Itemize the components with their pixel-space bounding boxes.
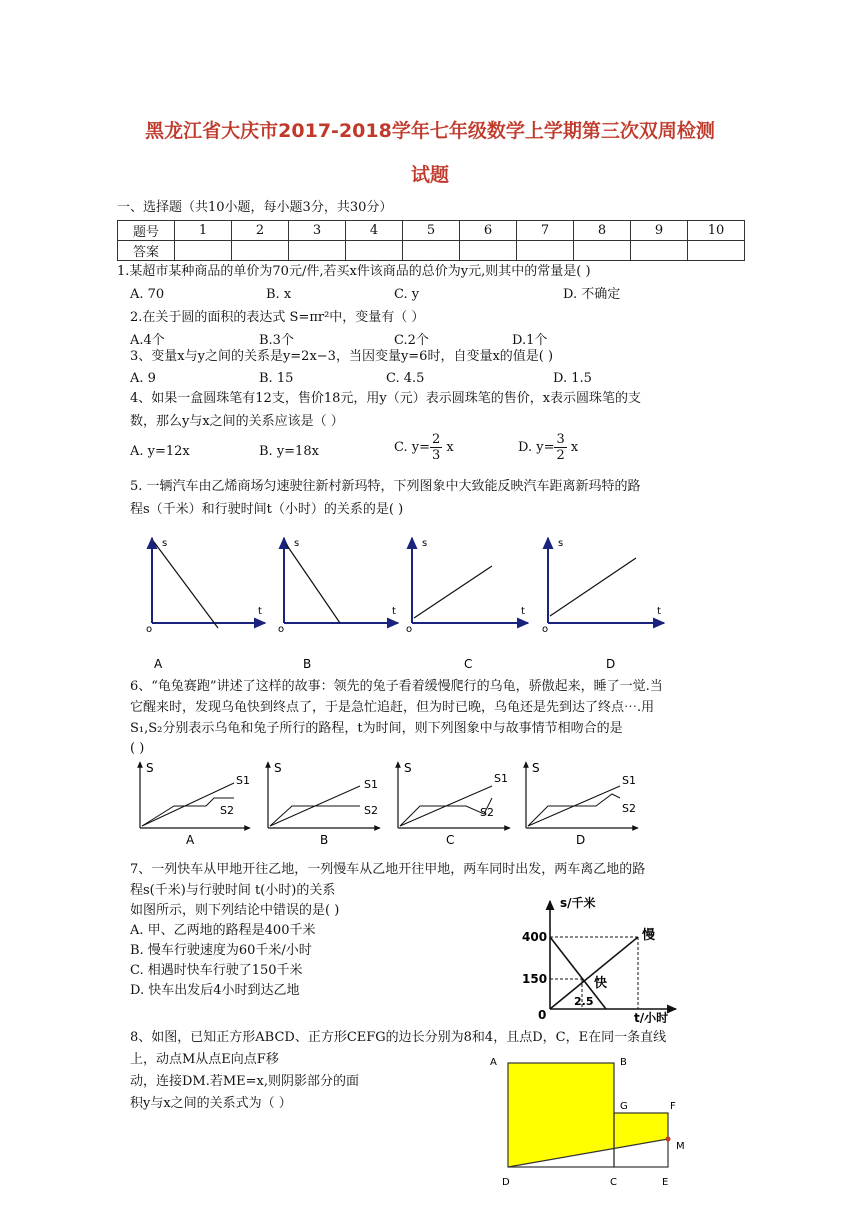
origin-label: o bbox=[542, 624, 549, 635]
graph-label-c: C bbox=[446, 833, 455, 847]
series-label-s1: S1 bbox=[236, 774, 250, 787]
answer-cell[interactable] bbox=[688, 241, 745, 261]
q1-option-c: C. y bbox=[394, 287, 420, 302]
series-label-s2: S2 bbox=[622, 802, 636, 815]
point-label-g: G bbox=[620, 1101, 628, 1112]
shaded-region bbox=[508, 1063, 668, 1167]
point-m-dot bbox=[666, 1137, 671, 1142]
q1-option-b: B. x bbox=[266, 287, 292, 302]
origin-label: o bbox=[406, 624, 413, 635]
answer-cell[interactable] bbox=[517, 241, 574, 261]
q5-graph-b[interactable] bbox=[278, 538, 398, 671]
q3-option-c: C. 4.5 bbox=[386, 371, 425, 386]
point-label-f: F bbox=[670, 1101, 676, 1112]
axis-label-t: t bbox=[392, 606, 396, 617]
section-heading: 一、选择题（共10小题，每小题3分，共30分） bbox=[117, 200, 393, 215]
q8-stem-line3: 动，连接DM.若ME=x,则阴影部分的面 bbox=[130, 1074, 360, 1089]
q4-stem-line2: 数，那么y与x之间的关系应该是（ ） bbox=[130, 414, 344, 429]
q6-graphs bbox=[128, 758, 668, 850]
point-label-m: M bbox=[676, 1141, 685, 1152]
q2-option-d: D.1个 bbox=[512, 333, 548, 348]
q8-stem-line1: 8、如图，已知正方形ABCD、正方形CEFG的边长分别为8和4，且点D，C，E在同一条直线 bbox=[130, 1030, 667, 1045]
graph-label-d: D bbox=[606, 657, 616, 671]
axis-label-t: t bbox=[258, 606, 262, 617]
table-header-cell: 答案 bbox=[118, 241, 175, 261]
q1-option-d: D. 不确定 bbox=[563, 287, 621, 302]
fraction bbox=[430, 432, 442, 463]
q2-stem: 2.在关于圆的面积的表达式 S=πr²中，变量有（ ） bbox=[130, 310, 425, 325]
answer-cell[interactable] bbox=[403, 241, 460, 261]
point-label-c: C bbox=[610, 1177, 617, 1188]
answer-cell[interactable] bbox=[631, 241, 688, 261]
label-slow: 慢 bbox=[642, 928, 656, 943]
axis-label-s: S bbox=[274, 761, 282, 775]
table-cell: 3 bbox=[289, 221, 346, 241]
table-cell: 9 bbox=[631, 221, 688, 241]
q6-graph-a[interactable] bbox=[140, 761, 250, 847]
q6-stem-line4: ( ) bbox=[130, 741, 145, 756]
slow-train-line bbox=[550, 937, 638, 1009]
q4-option-c bbox=[394, 432, 454, 463]
point-label-e: E bbox=[662, 1177, 669, 1188]
axis-label-s: s/千米 bbox=[560, 896, 596, 910]
q8-figure bbox=[486, 1053, 706, 1189]
q4-option-d-suffix: x bbox=[570, 440, 579, 455]
q6-stem-line1: 6、“龟兔赛跑”讲述了这样的故事：领先的兔子看着缓慢爬行的乌龟，骄傲起来，睡了一觉.当 bbox=[130, 679, 663, 694]
axis-label-s: S bbox=[532, 761, 540, 775]
graph-label-b: B bbox=[303, 657, 312, 671]
table-cell: 10 bbox=[688, 221, 745, 241]
table-cell: 5 bbox=[403, 221, 460, 241]
graph-label-a: A bbox=[186, 833, 195, 847]
q4-option-c-suffix: x bbox=[446, 440, 454, 455]
origin-label: o bbox=[146, 624, 153, 635]
q3-option-b: B. 15 bbox=[259, 371, 294, 386]
q4-option-c-prefix: C. y= bbox=[394, 440, 430, 455]
q4-option-d bbox=[518, 432, 578, 463]
answer-cell[interactable] bbox=[460, 241, 517, 261]
graph-label-b: B bbox=[320, 833, 329, 847]
origin-label: 0 bbox=[538, 1008, 547, 1022]
table-row bbox=[118, 221, 745, 241]
q7-graph bbox=[518, 895, 698, 1023]
axis-label-s: s bbox=[162, 538, 168, 549]
q4-option-d-prefix: D. y= bbox=[518, 440, 555, 455]
table-header-cell: 题号 bbox=[118, 221, 175, 241]
q5-graph-a[interactable] bbox=[146, 538, 265, 671]
axis-label-t: t bbox=[521, 606, 525, 617]
q5-stem-line1: 5. 一辆汽车由乙烯商场匀速驶往新村新玛特，下列图象中大致能反映汽车距离新玛特的路 bbox=[130, 479, 641, 494]
label-fast: 快 bbox=[594, 976, 608, 991]
origin-label: o bbox=[278, 624, 285, 635]
page-title: 黑龙江省大庆市2017-2018学年七年级数学上学期第三次双周检测 bbox=[145, 120, 715, 142]
q4-option-b: B. y=18x bbox=[259, 444, 319, 459]
q3-option-a: A. 9 bbox=[130, 371, 156, 386]
q2-option-b: B.3个 bbox=[259, 333, 294, 348]
axis-label-s: S bbox=[404, 761, 412, 775]
point-label-d: D bbox=[502, 1177, 510, 1188]
axis-label-s: s bbox=[422, 538, 428, 549]
fraction-numerator: 3 bbox=[556, 432, 565, 447]
answer-cell[interactable] bbox=[232, 241, 289, 261]
table-cell: 8 bbox=[574, 221, 631, 241]
q6-graph-b[interactable] bbox=[268, 761, 380, 847]
q7-option-a: A. 甲、乙两地的路程是400千米 bbox=[130, 923, 316, 938]
series-label-s2: S2 bbox=[480, 806, 494, 819]
point-label-a: A bbox=[490, 1057, 497, 1068]
answer-cell[interactable] bbox=[289, 241, 346, 261]
graph-label-c: C bbox=[464, 657, 473, 671]
q8-stem-line4: 积y与x之间的关系式为（ ） bbox=[130, 1096, 292, 1111]
table-cell: 7 bbox=[517, 221, 574, 241]
table-row bbox=[118, 241, 745, 261]
graph-label-d: D bbox=[576, 833, 586, 847]
q1-option-a: A. 70 bbox=[130, 287, 165, 302]
answer-cell[interactable] bbox=[574, 241, 631, 261]
axis-label-s: s bbox=[558, 538, 564, 549]
q3-stem: 3、变量x与y之间的关系是y=2x−3，当因变量y=6时，自变量x的值是( ) bbox=[130, 349, 554, 364]
answer-cell[interactable] bbox=[346, 241, 403, 261]
q6-stem-line3: S₁,S₂分别表示乌龟和兔子所行的路程，t为时间，则下列图象中与故事情节相吻合的是 bbox=[130, 721, 623, 736]
axis-label-s: s bbox=[294, 538, 300, 549]
table-cell: 6 bbox=[460, 221, 517, 241]
q6-graph-d[interactable] bbox=[526, 761, 638, 847]
fraction-denominator: 2 bbox=[556, 448, 565, 463]
q5-stem-line2: 程s（千米）和行驶时间t（小时）的关系的是( ) bbox=[130, 502, 404, 517]
answer-table bbox=[117, 220, 745, 261]
q4-stem-line1: 4、如果一盒圆珠笔有12支，售价18元，用y（元）表示圆珠笔的售价，x表示圆珠笔的支 bbox=[130, 391, 642, 406]
series-label-s1: S1 bbox=[364, 778, 378, 791]
series-label-s2: S2 bbox=[220, 804, 234, 817]
q1-stem: 1.某超市某种商品的单价为70元/件,若买x件该商品的总价为y元,则其中的常量是( ) bbox=[117, 264, 591, 279]
axis-label-t: t bbox=[657, 606, 661, 617]
series-label-s1: S1 bbox=[622, 774, 636, 787]
q7-option-b: B. 慢车行驶速度为60千米/小时 bbox=[130, 943, 312, 958]
q6-graph-c[interactable] bbox=[398, 761, 510, 847]
q3-option-d: D. 1.5 bbox=[553, 371, 592, 386]
q7-stem-line2: 程s(千米)与行驶时间 t(小时)的关系 bbox=[130, 883, 336, 898]
q2-option-a: A.4个 bbox=[130, 333, 165, 348]
q6-stem-line2: 它醒来时，发现乌龟快到终点了，于是急忙追赶，但为时已晚，乌龟还是先到达了终点⋯.用 bbox=[130, 700, 655, 715]
fraction-numerator: 2 bbox=[432, 432, 441, 447]
q7-option-c: C. 相遇时快车行驶了150千米 bbox=[130, 963, 303, 978]
fraction bbox=[554, 432, 566, 463]
tick-label-400: 400 bbox=[522, 930, 548, 944]
q8-stem-line2: 上，动点M从点E向点F移 bbox=[130, 1052, 279, 1067]
q7-stem-line3: 如图所示，则下列结论中错误的是( ) bbox=[130, 903, 340, 918]
table-cell: 4 bbox=[346, 221, 403, 241]
series-label-s2: S2 bbox=[364, 804, 378, 817]
series-label-s1: S1 bbox=[494, 772, 508, 785]
point-label-b: B bbox=[620, 1057, 627, 1068]
q5-graph-d[interactable] bbox=[542, 538, 664, 671]
tick-label-150: 150 bbox=[522, 972, 548, 986]
q5-graphs bbox=[130, 528, 730, 678]
graph-label-a: A bbox=[154, 657, 163, 671]
q7-option-d: D. 快车出发后4小时到达乙地 bbox=[130, 983, 300, 998]
axis-label-s: S bbox=[146, 761, 154, 775]
q4-option-a: A. y=12x bbox=[130, 444, 190, 459]
page-title-line2: 试题 bbox=[410, 164, 449, 186]
q2-option-c: C.2个 bbox=[394, 333, 429, 348]
axis-label-t: t/小时 bbox=[634, 1011, 669, 1023]
answer-cell[interactable] bbox=[175, 241, 232, 261]
q5-graph-c[interactable] bbox=[406, 538, 528, 671]
table-cell: 1 bbox=[175, 221, 232, 241]
tick-label-2.5: 2.5 bbox=[574, 995, 594, 1008]
fraction-denominator: 3 bbox=[432, 448, 441, 463]
q7-stem-line1: 7、一列快车从甲地开往乙地，一列慢车从乙地开往甲地，两车同时出发，两车离乙地的路 bbox=[130, 862, 646, 877]
table-cell: 2 bbox=[232, 221, 289, 241]
